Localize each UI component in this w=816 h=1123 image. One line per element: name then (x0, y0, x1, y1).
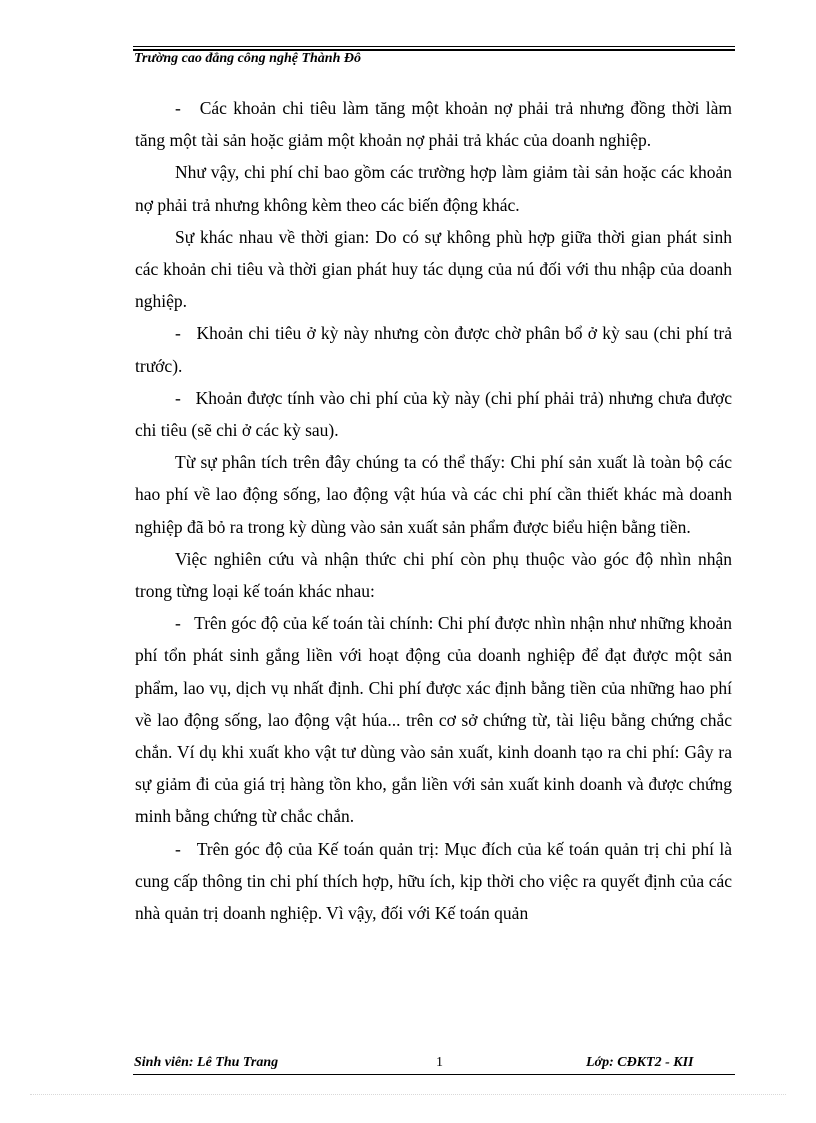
page-boundary (30, 1094, 786, 1095)
paragraph: - Khoản chi tiêu ở kỳ này nhưng còn được chờ phân bổ ở kỳ sau (chi phí trả trước). (135, 323, 732, 376)
paragraph: - Trên góc độ của kế toán tài chính: Chi phí được nhìn nhận như những khoản phí tổn phát sinh gắng liền với hoạt động của doanh nghiệp để đạt được một sản phẩm, lao vụ, dịch vụ nhất định. Chi phí được xác định bằng tiền của những hao phí về lao động sống, lao động vật húa... trên cơ sở chứng từ, tài liệu bằng chứng chắc chắn. Ví dụ khi xuất kho vật tư dùng vào sản xuất, kinh doanh tạo ra chi phí: Gây ra sự giảm đi của giá trị hàng tồn kho, gắn liền với sản xuất kinh doanh và được chứng minh bằng chứng từ chắc chắn. (135, 613, 732, 827)
paragraph: Việc nghiên cứu và nhận thức chi phí còn phụ thuộc vào góc độ nhìn nhận trong từng loại kế toán khác nhau: (135, 548, 732, 602)
paragraph: - Khoản được tính vào chi phí của kỳ này (chi phí phải trả) nhưng chưa được chi tiêu (sẽ chi ở các kỳ sau). (135, 387, 732, 441)
paragraph: Sự khác nhau về thời gian: Do có sự không phù hợp giữa thời gian phát sinh các khoản chi tiêu và thời gian phát huy tác dụng của nú đối với thu nhập của doanh nghiệp. (135, 226, 732, 312)
footer-rule (133, 1074, 735, 1075)
footer-class: Lớp: CĐKT2 - KII (586, 1055, 694, 1070)
paragraph: - Các khoản chi tiêu làm tăng một khoản nợ phải trả nhưng đồng thời làm tăng một tài sản hoặc giảm một khoản nợ phải trả khác của doanh nghiệp. (135, 98, 732, 151)
paragraph: - Trên góc độ của Kế toán quản trị: Mục đích của kế toán quản trị chi phí là cung cấp thông tin chi phí thích hợp, hữu ích, kịp thời cho việc ra quyết định của các nhà quản trị doanh nghiệp. Vì vậy, đối với Kế toán quản (135, 838, 732, 924)
header-rule (133, 46, 735, 47)
header-title: Trường cao đẳng công nghệ Thành Đô (134, 51, 361, 66)
document-body (135, 92, 732, 929)
footer-student: Sinh viên: Lê Thu Trang (134, 1055, 279, 1070)
paragraph: Như vậy, chi phí chỉ bao gồm các trường hợp làm giảm tài sản hoặc các khoản nợ phải trả nhưng không kèm theo các biến động khác. (135, 162, 732, 215)
page-number: 1 (436, 1055, 443, 1070)
paragraph: Từ sự phân tích trên đây chúng ta có thể thấy: Chi phí sản xuất là toàn bộ các hao phí về lao động sống, lao động vật húa và các chi phí cần thiết khác mà doanh nghiệp đã bỏ ra trong kỳ dùng vào sản xuất sản phẩm được biểu hiện bằng tiền. (135, 452, 732, 537)
